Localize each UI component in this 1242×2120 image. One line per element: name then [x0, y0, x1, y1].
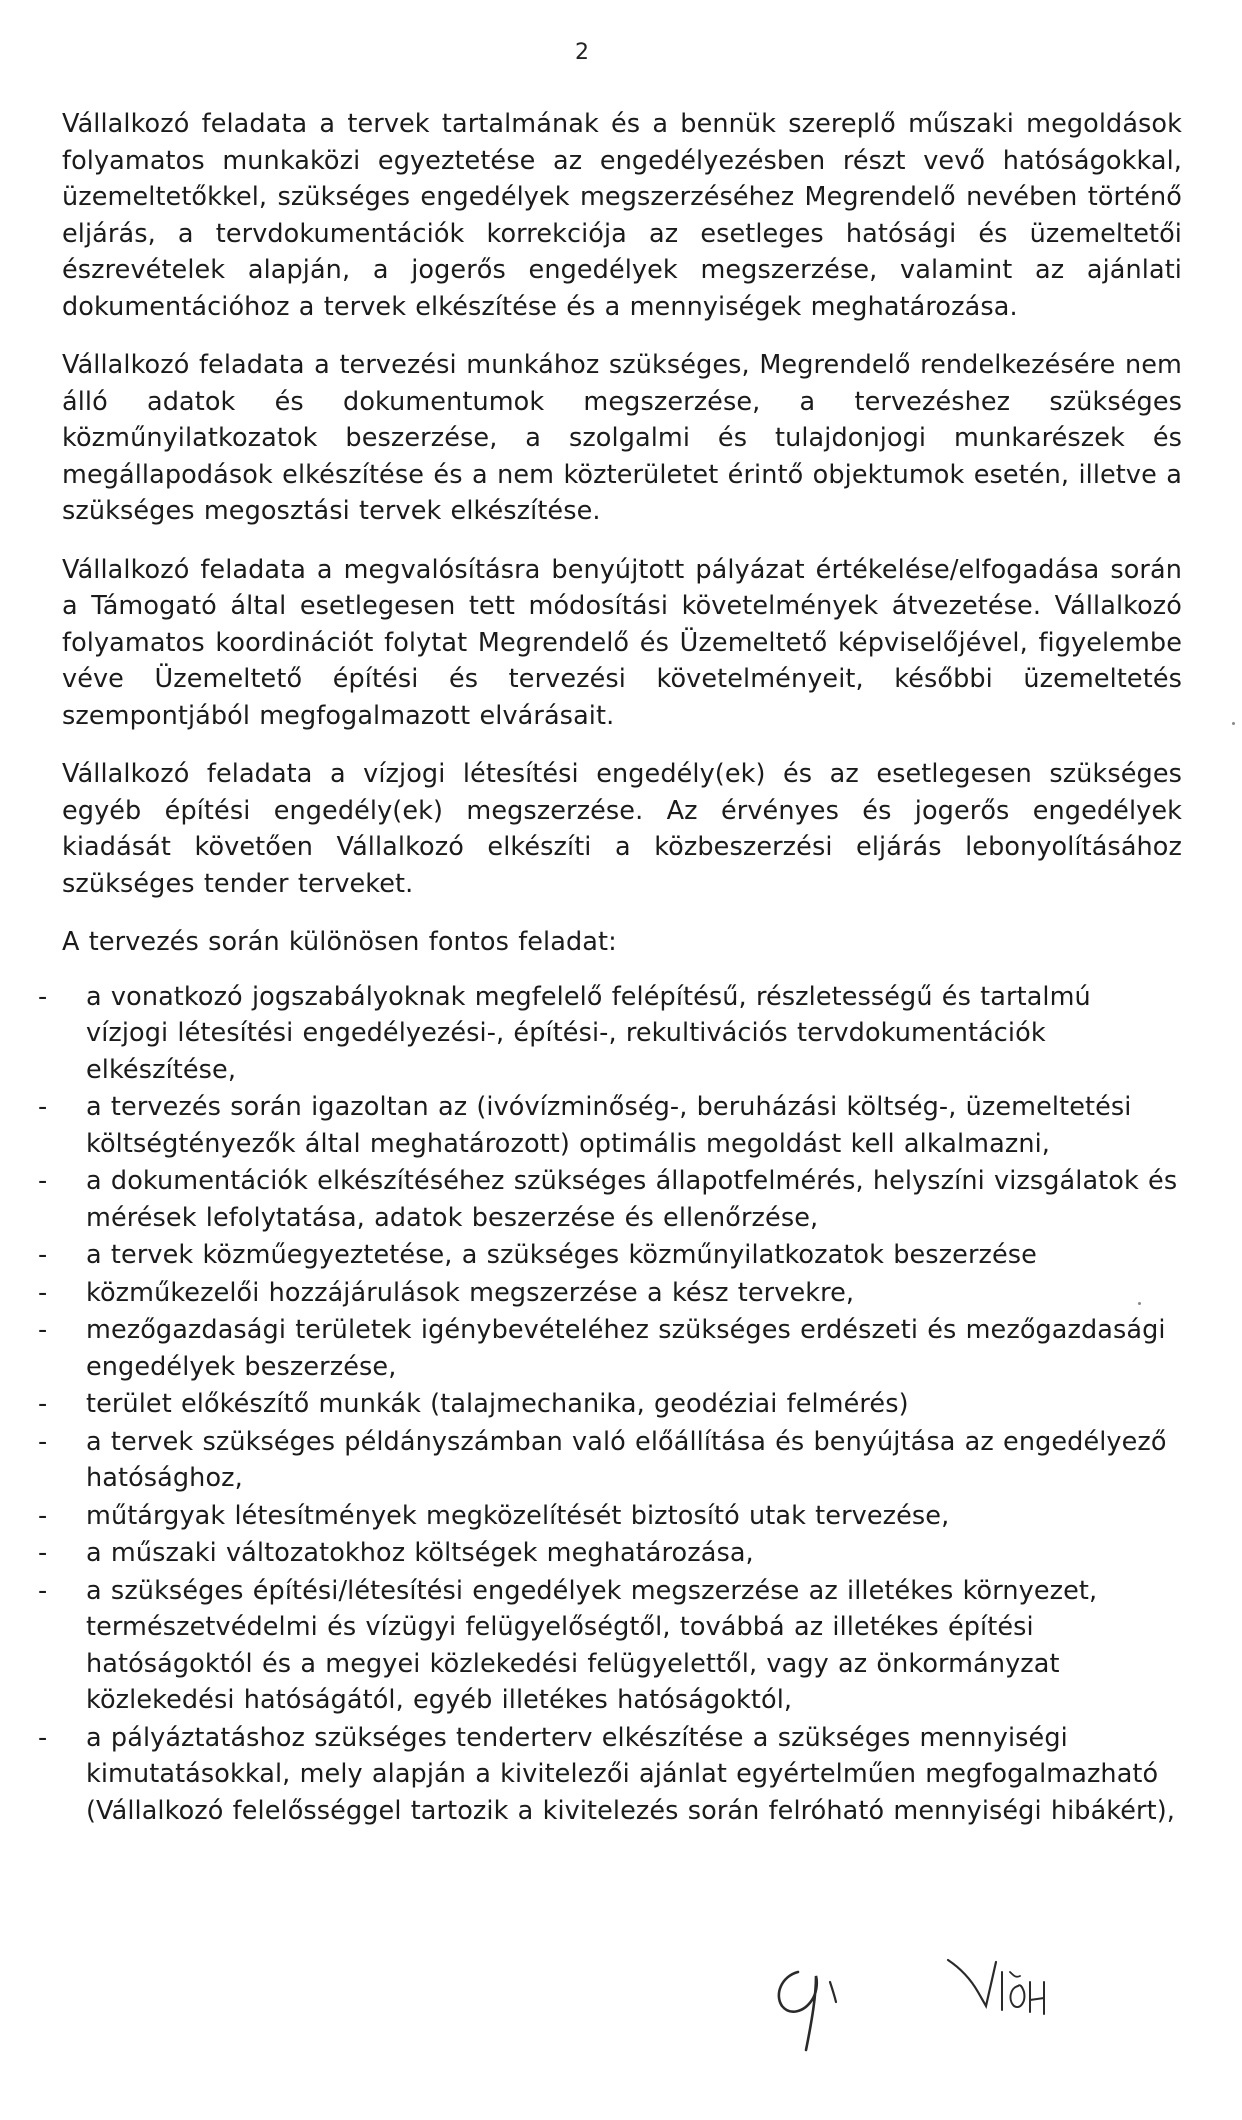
list-item-text: a vonatkozó jogszabályoknak megfelelő felépítésű, részletességű és tartalmú vízjogi létesítési engedélyezési-, építési-, rekultivációs tervdokumentációk elkészítése,: [86, 981, 1091, 1085]
list-item-text: a tervek szükséges példányszámban való előállítása és benyújtása az engedélyező hatósághoz,: [86, 1426, 1167, 1493]
paragraph: Vállalkozó feladata a tervezési munkához szükséges, Megrendelő rendelkezésére nem álló adatok és dokumentumok megszerzése, a tervezéshez szükséges közműnyilatkozatok beszerzése, a szolgalmi és tulajdonjogi munkarészek és megállapodások elkészítése és a nem közterületet érintő objektumok esetén, illetve a szükséges megosztási tervek elkészítése.: [62, 350, 1182, 526]
list-dash: -: [38, 1315, 48, 1345]
list-dash: -: [38, 1575, 48, 1606]
list-dash: -: [38, 1092, 48, 1122]
scan-speck: [1138, 1302, 1141, 1305]
list-item: [38, 1535, 1182, 1572]
signature-area: [760, 1950, 1160, 2070]
list-item-text: a pályáztatáshoz szükséges tenderterv elkészítése a szükséges mennyiségi kimutatásokkal, mely alapján a kivitelezői ajánlat egyértelműen megfogalmazható (Vállalkozó felelősséggel tartozik a kivitelezés során felróható mennyiségi hibákért),: [86, 1722, 1175, 1826]
list-item-text: a szükséges építési/létesítési engedélyek megszerzése az illetékes környezet, természetvédelmi és vízügyi felügyelőségtől, továbbá az illetékes építési hatóságoktól és a megyei közlekedési felügyelettől, vagy az önkormányzat közlekedési hatóságától, egyéb illetékes hatóságoktól,: [86, 1575, 1098, 1715]
list-item: [38, 1237, 1182, 1274]
task-list-heading: A tervezés során különösen fontos feladat:: [62, 927, 617, 957]
list-item-text: közműkezelői hozzájárulások megszerzése a kész tervekre,: [86, 1277, 855, 1308]
list-item-text: a tervezés során igazoltan az (ivóvízminőség-, beruházási költség-, üzemeltetési költségtényezők által meghatározott) optimális megoldást kell alkalmazni,: [86, 1092, 1132, 1159]
list-item-text: a tervek közműegyeztetése, a szükséges közműnyilatkozatok beszerzése: [86, 1240, 1037, 1270]
task-list: [38, 979, 1182, 1830]
list-dash: -: [38, 1500, 48, 1531]
list-dash: -: [38, 1389, 48, 1419]
list-item-text: a dokumentációk elkészítéséhez szükséges állapotfelmérés, helyszíni vizsgálatok és mérések lefolytatása, adatok beszerzése és ellenőrzése,: [86, 1166, 1178, 1233]
list-dash: -: [38, 1426, 48, 1457]
list-dash: -: [38, 1722, 48, 1753]
paragraph: Vállalkozó feladata a megvalósításra benyújtott pályázat értékelése/elfogadása során a Támogató által esetlegesen tett módosítási követelmények átvezetése. Vállalkozó folyamatos koordinációt folytat Megrendelő és Üzemeltető képviselőjével, figyelembe véve Üzemeltető építési és tervezési követelményeit, későbbi üzemeltetés szempontjából megfogalmazott elvárásait.: [62, 554, 1182, 731]
list-item: [38, 1720, 1182, 1830]
list-item-text: terület előkészítő munkák (talajmechanika, geodéziai felmérés): [86, 1389, 909, 1419]
list-item: [38, 1312, 1182, 1385]
list-item-text: a műszaki változatokhoz költségek meghatározása,: [86, 1538, 754, 1568]
list-item: [38, 979, 1182, 1089]
paragraph: Vállalkozó feladata a tervek tartalmának és a bennük szereplő műszaki megoldások folyamatos munkaközi egyeztetése az engedélyezésben részt vevő hatóságokkal, üzemeltetőkkel, szükséges engedélyek megszerzéséhez Megrendelő nevében történő eljárás, a tervdokumentációk korrekciója az esetleges hatósági és üzemeltetői észrevételek alapján, a jogerős engedélyek megszerzése, valamint az ajánlati dokumentációhoz a tervek elkészítése és a mennyiségek meghatározása.: [62, 109, 1182, 322]
list-item: [38, 1498, 1182, 1535]
list-item: [38, 1163, 1182, 1236]
list-dash: -: [38, 1166, 48, 1196]
list-item: [38, 1275, 1182, 1312]
list-item: [38, 1386, 1182, 1423]
handwritten-initials-signature: [760, 1950, 880, 2060]
list-item: [38, 1573, 1182, 1719]
list-dash: -: [38, 1277, 48, 1308]
list-item: [38, 1089, 1182, 1162]
list-dash: -: [38, 1538, 48, 1568]
handwritten-signature: [940, 1942, 1080, 2057]
document-body: [38, 106, 1182, 1830]
list-item-text: műtárgyak létesítmények megközelítését biztosító utak tervezése,: [86, 1500, 950, 1531]
list-dash: -: [38, 1240, 48, 1270]
list-item-text: mezőgazdasági területek igénybevételéhez szükséges erdészeti és mezőgazdasági engedélyek beszerzése,: [86, 1315, 1166, 1382]
list-dash: -: [38, 981, 48, 1012]
scan-speck: [1232, 722, 1235, 725]
list-item: [38, 1424, 1182, 1497]
page-number: 2: [575, 40, 589, 65]
paragraph: Vállalkozó feladata a vízjogi létesítési engedély(ek) és az esetlegesen szükséges egyéb építési engedély(ek) megszerzése. Az érvényes és jogerős engedélyek kiadását követően Vállalkozó elkészíti a közbeszerzési eljárás lebonyolításához szükséges tender terveket.: [62, 759, 1182, 899]
